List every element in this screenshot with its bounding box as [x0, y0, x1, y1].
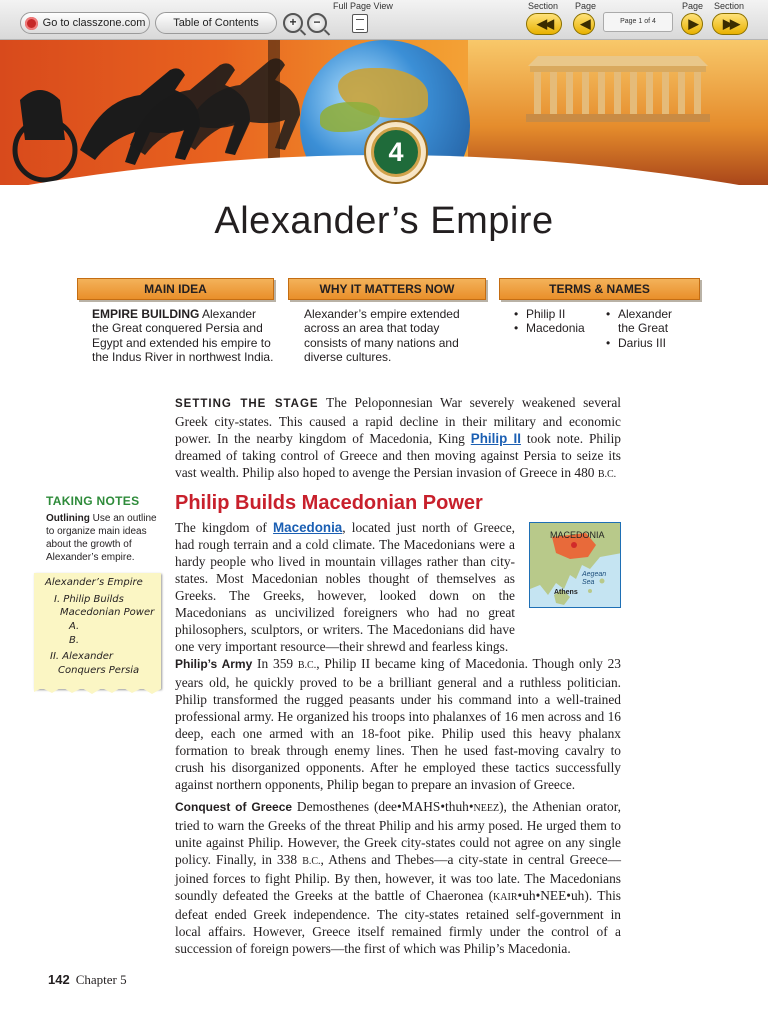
taking-notes-text	[46, 512, 164, 564]
outline-line: Macedonian Power	[60, 607, 155, 618]
outline-line: B.	[69, 635, 80, 646]
section-label-left: Section	[528, 1, 559, 11]
setting-stage-text-2: took note. Philip dreamed of taking control of Greece and then moving against Persia to seize its vast wealth. Philip also hoped to avenge the Persian invasion of Greece in 480	[175, 431, 621, 480]
conquest-text-b: ), the Athenian orator, tried to warn the Greeks of the threat Philip and his army posed. He urged them to unite against Philip. However, the Greek city-states could not agree on any single policy. Finally, in 338	[175, 799, 621, 867]
army-text-a: In 359	[252, 656, 298, 671]
taking-notes-heading: TAKING NOTES	[46, 494, 140, 508]
term-darius: • Darius III	[606, 336, 686, 350]
conquest-text-d: •uh•NEE•uh). This defeat ended Greek independence. The city-states retained self-government in local affairs. However, Greece itself remained firmly under the control of a succession of foreign powers—the first of which was Philip’s Macedonia.	[175, 888, 622, 956]
outline-line: I. Philip Builds	[54, 594, 124, 605]
why-it-matters-text: Alexander’s empire extended across an area that today consists of many nations and diverse cultures.	[304, 307, 460, 364]
toc-label: Table of Contents	[173, 17, 259, 29]
prev-page-button[interactable]: ◀	[573, 13, 595, 35]
classzone-globe-icon	[25, 17, 38, 30]
map-label-athens: Athens	[554, 589, 578, 596]
next-section-button[interactable]: ▶▶	[712, 13, 748, 35]
page-number: 142	[48, 972, 70, 987]
philips-army-paragraph	[175, 655, 621, 793]
taking-notes-body: Use an outline to organize main ideas about the growth of Alexander’s empire.	[46, 513, 157, 563]
map-label-macedonia: MACEDONIA	[550, 530, 605, 540]
section-heading: Philip Builds Macedonian Power	[175, 492, 483, 514]
terms-list-col2	[606, 307, 686, 350]
conquest-bc: B.C.	[302, 856, 321, 867]
p1-text-a: The kingdom of	[175, 520, 274, 535]
conquest-neez: NEEZ	[473, 803, 500, 814]
macedonia-link[interactable]: Macedonia	[273, 520, 343, 535]
main-idea-header: MAIN IDEA	[77, 278, 274, 300]
page-footer	[48, 972, 127, 988]
page-label-left: Page	[575, 1, 597, 11]
toc-button[interactable]	[155, 12, 277, 34]
page-indicator: Page 1 of 4	[603, 12, 673, 32]
philips-army-heading: Philip’s Army	[175, 657, 253, 671]
army-bc: B.C.	[297, 660, 317, 671]
map-label-sea: Aegean Sea	[582, 571, 607, 586]
reader-toolbar	[0, 0, 768, 40]
zoom-in-icon[interactable]: +	[283, 13, 303, 33]
conquest-heading: Conquest of Greece	[175, 800, 293, 814]
taking-notes-lead: Outlining	[46, 513, 90, 524]
classzone-button[interactable]	[20, 12, 150, 34]
main-idea-body: Alexander the Great conquered Persia and Egypt and extended his empire to the Indus River in northwest India.	[92, 307, 274, 364]
footer-chapter: Chapter 5	[75, 972, 127, 987]
p1-text-b: , located just north of Greece, had rough terrain and a cold climate. The Macedonians were a hardy people who lived in mountain villages rather than city-states. Most Macedonian nobles thought of themselves as Greeks. The Greeks, however, looked down on the Macedonians as uncivilized foreigners who had no great philosophers, sculptors, or writers. The Macedonians did have one very important resource—their shrewd and fearless kings.	[175, 520, 515, 654]
setting-stage-lead: SETTING THE STAGE	[175, 398, 319, 410]
outline-line: II. Alexander	[50, 651, 114, 662]
macedonia-paragraph-top	[175, 519, 515, 655]
term-macedonia: • Macedonia	[514, 321, 599, 335]
army-text-b: , Philip II became king of Macedonia. Though only 23 years old, he quickly proved to be a brilliant general and a ruthless politician. Philip transformed the rugged peasants under his command into a well-trained professional army. He organized his troops into phalanxes of 16 men across and 16 deep, each one armed with an 18-foot pike. Philip used this heavy phalanx formation to break through enemy lines. Then he used fast-moving cavalry to crush his disorganized opponents. After he employed these tactics successfully against northern opponents, Philip began to prepare an invasion of Greece.	[175, 656, 621, 792]
term-alexander: • Alexander the Great	[606, 307, 686, 336]
outline-line: Conquers Persia	[58, 665, 140, 676]
section-label-right: Section	[714, 1, 745, 11]
outline-line: A.	[69, 621, 80, 632]
chapter-number-badge	[364, 120, 428, 184]
chapter-number: 4	[371, 127, 421, 177]
term-philip-ii: • Philip II	[514, 307, 599, 321]
why-it-matters-header: WHY IT MATTERS NOW	[288, 278, 486, 300]
chapter-title: Alexander’s Empire	[214, 200, 554, 242]
conquest-paragraph	[175, 798, 621, 957]
outline-line: Alexander’s Empire	[45, 577, 143, 588]
note-torn-edge	[34, 685, 161, 695]
terms-list-col1	[514, 307, 599, 336]
full-page-view-label: Full Page View	[333, 1, 393, 11]
main-idea-lead: EMPIRE BUILDING	[92, 307, 200, 321]
terms-names-header: TERMS & NAMES	[499, 278, 700, 300]
zoom-out-icon[interactable]: −	[307, 13, 327, 33]
setting-stage-text-1: The Peloponnesian War severely weakened several Greek city-states. This caused a rapid decline in their military and economic power. In the nearby kingdom of Macedonia, King	[175, 395, 621, 446]
page-label-right: Page	[682, 1, 704, 11]
setting-stage-bc: B.C.	[597, 469, 617, 480]
macedonia-map	[529, 522, 621, 608]
conquest-kair: KAIR	[493, 892, 518, 903]
conquest-text-a: Demosthenes (dee•MAHS•thuh•	[292, 799, 474, 814]
outline-sticky-note	[34, 573, 161, 689]
prev-section-button[interactable]: ◀◀	[526, 13, 562, 35]
setting-the-stage-paragraph	[175, 394, 621, 483]
main-idea-text	[92, 307, 274, 364]
conquest-text-c: , Athens and Thebes—a city-state in central Greece—joined forces to fight Philip. By then, however, it was too late. The Macedonians soundly defeated the Greeks at the battle of Chaeronea (	[175, 852, 621, 903]
next-page-button[interactable]: ▶	[681, 13, 703, 35]
classzone-label: Go to classzone.com	[42, 17, 146, 29]
full-page-view-icon[interactable]	[352, 14, 368, 33]
philip-ii-link[interactable]: Philip II	[470, 431, 521, 446]
